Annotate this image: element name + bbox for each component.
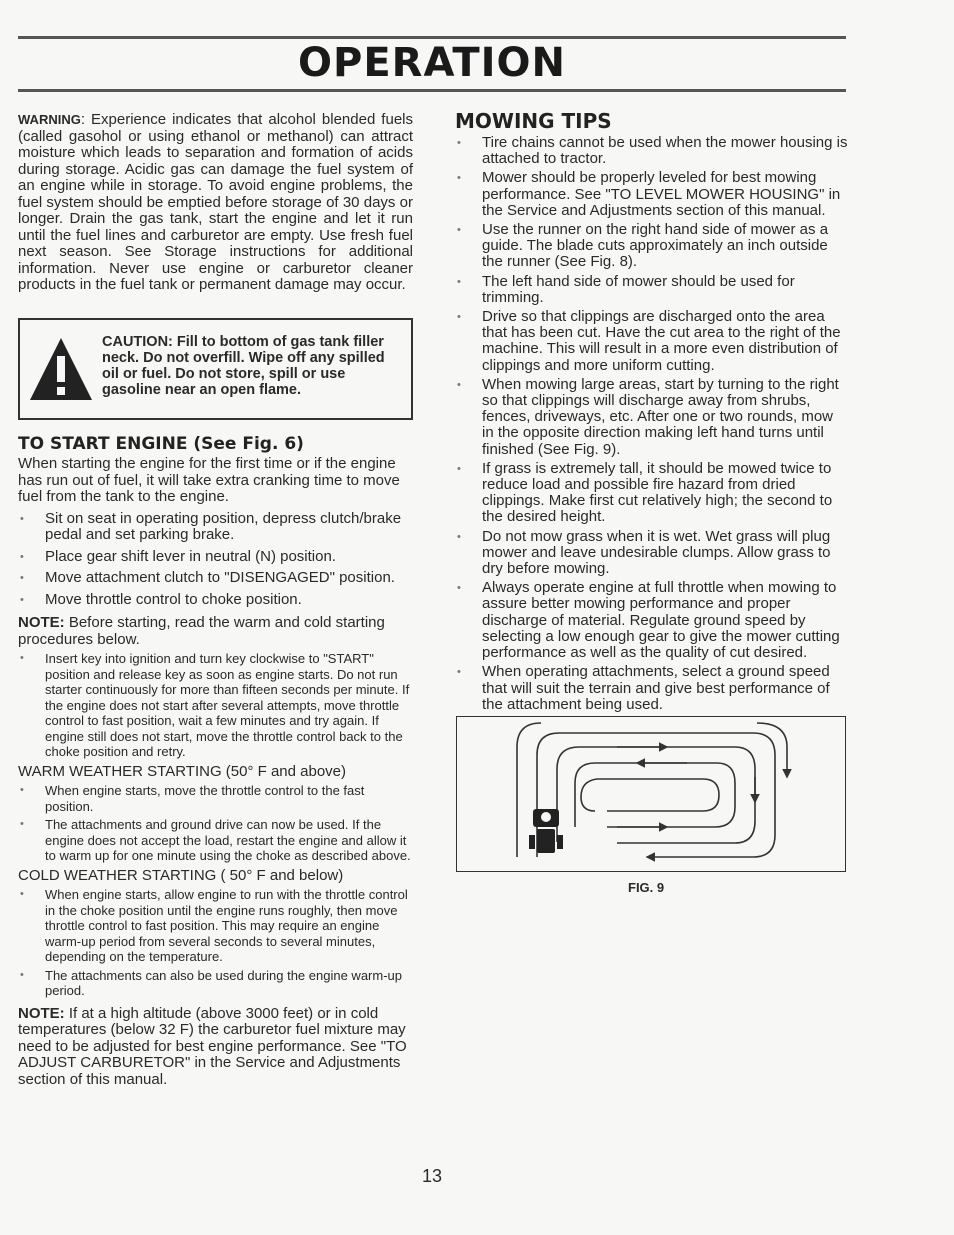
start-intro: When starting the engine for the first time or if the engine has run out of fuel, it will take extra cranking time to move fuel from the tank to the engine. bbox=[18, 455, 400, 505]
cold-weather-heading: COLD WEATHER STARTING ( 50° F and below) bbox=[18, 866, 344, 884]
note-text: Before starting, read the warm and cold starting procedures below. bbox=[18, 614, 385, 648]
note-text: If at a high altitude (above 3000 feet) or in cold temperatures (below 32 F) the carburetor fuel mixture may need to be adjusted for best engine performance. See "TO ADJUST CARBURETOR" in the Service and Adjustments section of this manual. bbox=[18, 1004, 407, 1088]
list-item: • When engine starts, move the throttle control to the fast position. bbox=[18, 783, 413, 814]
figure-caption: FIG. 9 bbox=[628, 880, 665, 895]
warning-triangle-icon bbox=[26, 334, 96, 406]
left-column bbox=[18, 112, 413, 1088]
warning-text: : Experience indicates that alcohol blended fuels (called gasohol or using ethanol or methanol) can attract moisture which leads to separation and formation of acids during storage. Acidic gas can damage the fuel system of an engine while in storage. To avoid engine problems, the fuel system should be emptied before storage of 30 days or longer. Drain the gas tank, start the engine and let it run until the fuel lines and carburetor are empty. Use fresh fuel next season. See Storage instructions for additional information. Never use engine or carburetor cleaner products in the fuel tank or permanent damage may occur. bbox=[18, 111, 413, 293]
right-column bbox=[455, 110, 848, 713]
list-item: • The attachments can also be used during the engine warm-up period. bbox=[18, 968, 413, 999]
mowing-tips-heading: MOWING TIPS bbox=[455, 109, 612, 133]
list-item: • Do not mow grass when it is wet. Wet grass will plug mower and leave undesirable clumps. Allow grass to dry before mowing. bbox=[455, 529, 848, 578]
list-item: • Tire chains cannot be used when the mower housing is attached to tractor. bbox=[455, 135, 848, 167]
list-item: • Move attachment clutch to "DISENGAGED" position. bbox=[18, 570, 413, 587]
list-item: • When operating attachments, select a ground speed that will suit the terrain and give best performance of the attachment being used. bbox=[455, 664, 848, 713]
page-number: 13 bbox=[422, 1166, 443, 1186]
note-label: NOTE: bbox=[18, 614, 65, 631]
warm-weather-heading: WARM WEATHER STARTING (50° F and above) bbox=[18, 762, 347, 780]
list-item: • Move throttle control to choke position. bbox=[18, 592, 413, 609]
header-rule-bottom bbox=[18, 89, 846, 92]
mowing-pattern-diagram bbox=[457, 717, 844, 870]
list-item: • Always operate engine at full throttle when mowing to assure better mowing performance and proper discharge of material. Regulate ground speed by selecting a low enough gear to give the mower cutting performance as well as the quality of cut desired. bbox=[455, 580, 848, 661]
list-item: • If grass is extremely tall, it should be mowed twice to reduce load and possible fire hazard from dried clippings. Make first cut relatively high; the second to the desired height. bbox=[455, 461, 848, 526]
note-starting bbox=[18, 615, 413, 648]
warning-paragraph bbox=[18, 112, 413, 294]
key-steps-list bbox=[18, 651, 413, 760]
start-engine-heading: TO START ENGINE (See Fig. 6) bbox=[18, 433, 304, 454]
list-item: • Insert key into ignition and turn key clockwise to "START" position and release key as soon as engine starts. Do not run starter continuously for more than fifteen seconds per minute. If the engine does not start after several attempts, move throttle control to fast position, wait a few minutes and try again. If engine still does not start, move the throttle control back to the choke position and retry. bbox=[18, 651, 413, 760]
list-item: • Mower should be properly leveled for best mowing performance. See "TO LEVEL MOWER HOUSING" in the Service and Adjustments section of this manual. bbox=[455, 170, 848, 219]
list-item: • Use the runner on the right hand side of mower as a guide. The blade cuts approximately an inch outside the runner (See Fig. 8). bbox=[455, 222, 848, 271]
warm-steps-list bbox=[18, 783, 413, 864]
warning-label: WARNING bbox=[18, 112, 81, 127]
list-item: • The left hand side of mower should be used for trimming. bbox=[455, 274, 848, 306]
page-title: OPERATION bbox=[298, 40, 566, 86]
cold-steps-list bbox=[18, 887, 413, 999]
list-item: • When mowing large areas, start by turning to the right so that clippings will discharge away from shrubs, fences, driveways, etc. After one or two rounds, mow in the opposite direction making left hand turns until finished (See Fig. 9). bbox=[455, 377, 848, 458]
list-item: • When engine starts, allow engine to run with the throttle control in the choke position until the engine runs roughly, then move throttle control to fast position. This may require an engine warm-up period from several seconds to several minutes, depending on the temperature. bbox=[18, 887, 413, 965]
note-altitude bbox=[18, 1006, 413, 1089]
caution-text: CAUTION: Fill to bottom of gas tank filler neck. Do not overfill. Wipe off any spilled oil or fuel. Do not store, spill or use gasoline near an open flame. bbox=[102, 333, 385, 398]
start-steps-list bbox=[18, 511, 413, 609]
caution-box bbox=[18, 318, 413, 420]
tractor-icon bbox=[529, 809, 563, 853]
list-item: • Drive so that clippings are discharged onto the area that has been cut. Have the cut area to the right of the machine. This will result in a more even distribution of clippings and more uniform cutting. bbox=[455, 309, 848, 374]
list-item: • Place gear shift lever in neutral (N) position. bbox=[18, 549, 413, 566]
figure-9-mowing-pattern bbox=[456, 716, 846, 872]
mowing-tips-list bbox=[455, 135, 848, 713]
list-item: • The attachments and ground drive can now be used. If the engine does not accept the load, restart the engine and allow it to warm up for one minute using the choke as described above. bbox=[18, 817, 413, 864]
list-item: • Sit on seat in operating position, depress clutch/brake pedal and set parking brake. bbox=[18, 511, 413, 544]
note-label: NOTE: bbox=[18, 1004, 65, 1022]
header-rule-top bbox=[18, 36, 846, 39]
